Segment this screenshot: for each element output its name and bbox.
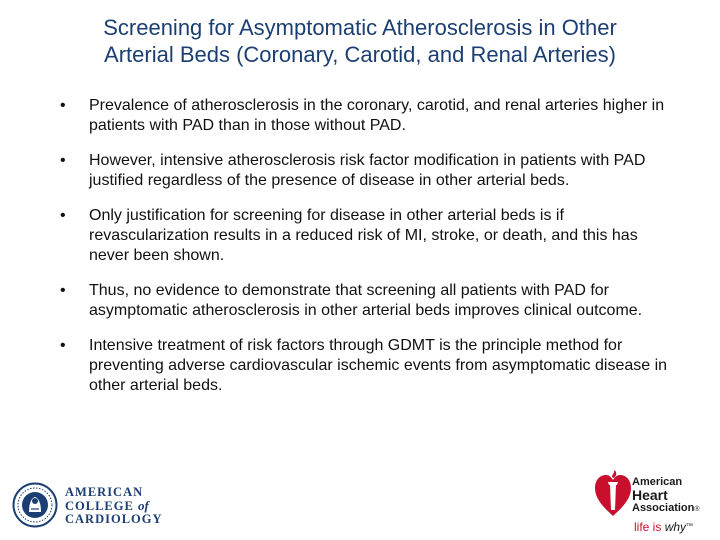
trademark-mark: ™ xyxy=(686,523,694,530)
bullet-text: However, intensive atherosclerosis risk factor modification in patients with PAD justified regardless of the presence of disease in other arterial beds. xyxy=(89,152,646,189)
acc-line-2 xyxy=(65,499,163,513)
bullet-text: Thus, no evidence to demonstrate that screening all patients with PAD for asymptomatic atherosclerosis in other arterial beds improves clinical outcome. xyxy=(89,282,643,319)
title-line-2: Arterial Beds (Coronary, Carotid, and Renal Arteries) xyxy=(104,42,616,67)
bullet-dot: • xyxy=(60,152,66,169)
aha-logo xyxy=(592,466,710,538)
aha-tag-b: why xyxy=(664,520,687,534)
acc-line-2-b: of xyxy=(137,498,149,513)
aha-line-3-text: Association xyxy=(632,502,695,514)
acc-wordmark xyxy=(65,486,163,526)
registered-mark: ® xyxy=(694,506,700,513)
bullet-dot: • xyxy=(60,282,66,299)
aha-tagline xyxy=(634,520,693,534)
title-line-1: Screening for Asymptomatic Atherosclerosis in Other xyxy=(103,15,617,40)
bullet-item xyxy=(60,151,670,191)
acc-logo xyxy=(12,480,162,530)
acc-seal-icon xyxy=(12,482,58,528)
acc-line-2-a: COLLEGE xyxy=(65,499,134,513)
slide-title xyxy=(20,14,700,68)
aha-tag-a: life is xyxy=(634,520,662,534)
bullet-text: Only justification for screening for disease in other arterial beds is if revascularization results in a reduced risk of MI, stroke, or death, and this has never been shown. xyxy=(89,207,638,264)
bullet-item xyxy=(60,96,670,136)
acc-line-3: CARDIOLOGY xyxy=(65,512,163,526)
aha-line-1: American xyxy=(632,476,683,488)
heart-torch-icon xyxy=(594,470,632,518)
bullet-list xyxy=(60,96,670,411)
acc-line-1: AMERICAN xyxy=(65,485,144,499)
bullet-text: Intensive treatment of risk factors through GDMT is the principle method for preventing adverse cardiovascular ischemic events from asymptomatic disease in other arterial beds. xyxy=(89,337,668,394)
bullet-item xyxy=(60,206,670,266)
aha-line-2: Heart xyxy=(632,487,668,503)
bullet-dot: • xyxy=(60,207,66,224)
bullet-item xyxy=(60,281,670,321)
bullet-text: Prevalence of atherosclerosis in the coronary, carotid, and renal arteries higher in patients with PAD than in those without PAD. xyxy=(89,97,665,134)
bullet-dot: • xyxy=(60,337,66,354)
bullet-item xyxy=(60,336,670,396)
aha-line-3 xyxy=(632,502,700,516)
aha-wordmark xyxy=(632,476,700,516)
bullet-dot: • xyxy=(60,97,66,114)
